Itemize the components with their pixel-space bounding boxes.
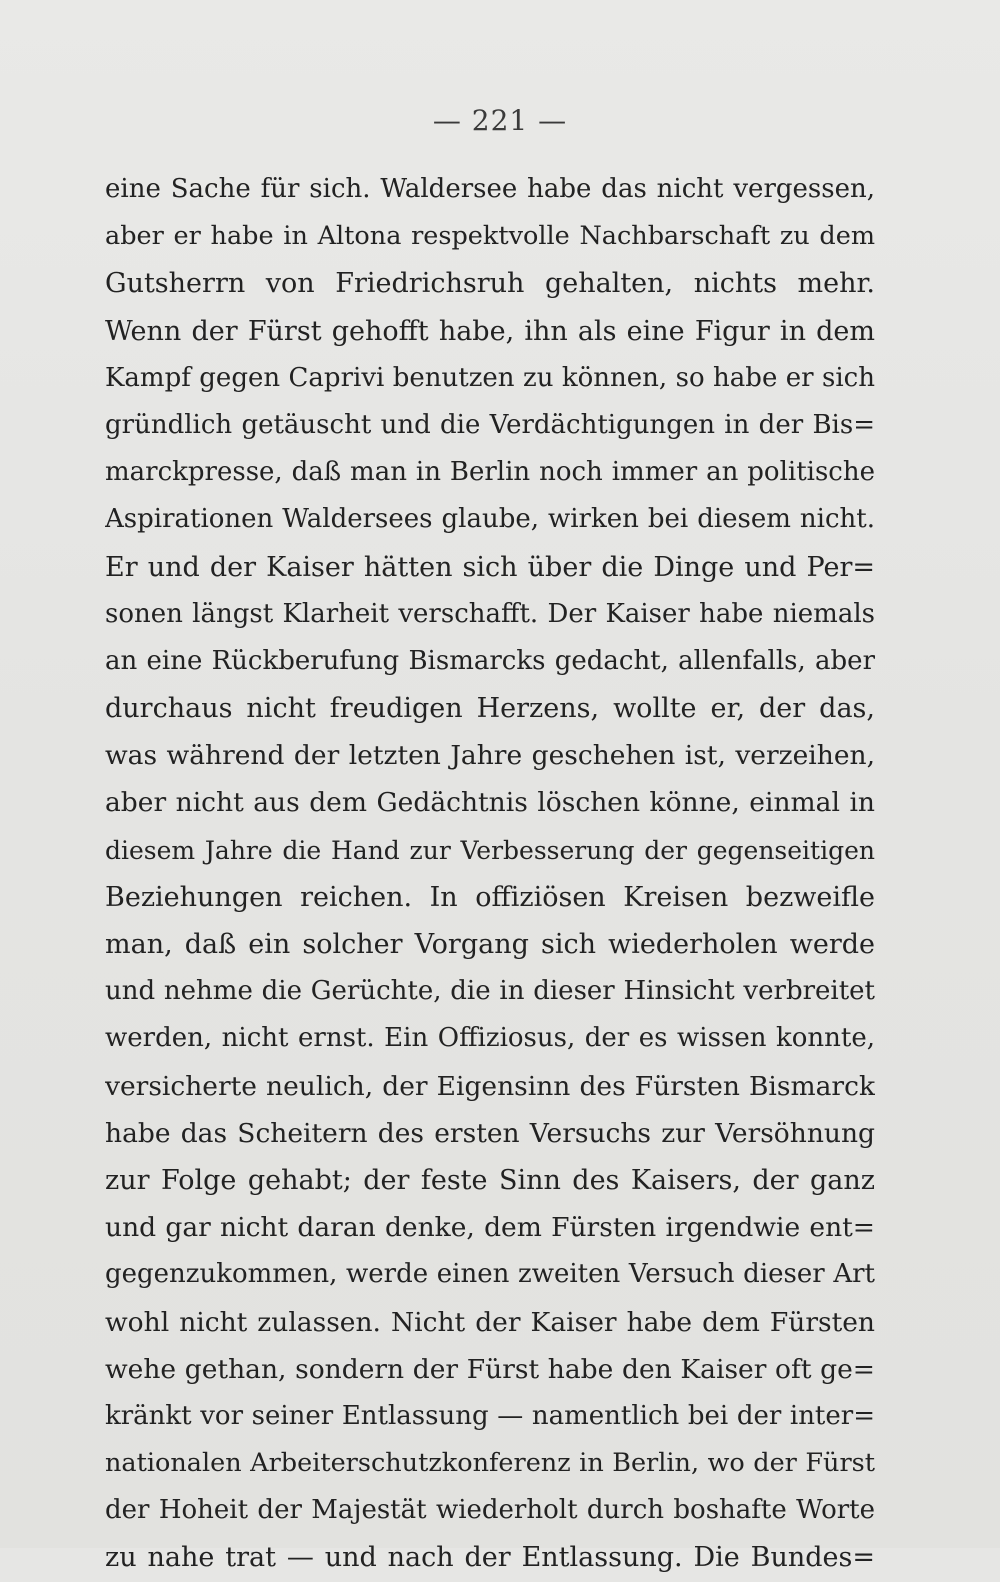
text-line: kränkt vor seiner Entlassung — namentlich bei der inter=	[105, 1400, 875, 1431]
text-line: zur Folge gehabt; der feste Sinn des Kaisers, der ganz	[105, 1164, 875, 1196]
text-line: Er und der Kaiser hätten sich über die Dinge und Per=	[105, 551, 875, 583]
text-line: sonen längst Klarheit verschafft. Der Kaiser habe niemals	[105, 598, 875, 629]
text-line: Kampf gegen Caprivi benutzen zu können, so habe er sich	[105, 362, 875, 393]
text-line: man, daß ein solcher Vorgang sich wiederholen werde	[105, 929, 875, 960]
text-line: aber nicht aus dem Gedächtnis löschen könne, einmal in	[105, 787, 875, 819]
text-line: wohl nicht zulassen. Nicht der Kaiser habe dem Fürsten	[105, 1306, 875, 1338]
text-line: und nehme die Gerüchte, die in dieser Hinsicht verbreitet	[105, 976, 875, 1007]
text-line: werden, nicht ernst. Ein Offiziosus, der es wissen konnte,	[105, 1023, 875, 1054]
text-line: und gar nicht daran denke, dem Fürsten irgendwie ent=	[105, 1212, 875, 1244]
page-number: — 221 —	[432, 104, 568, 137]
text-line: an eine Rückberufung Bismarcks gedacht, allenfalls, aber	[105, 645, 875, 676]
text-line: Wenn der Fürst gehofft habe, ihn als eine Figur in dem	[105, 315, 875, 347]
text-line: was während der letzten Jahre geschehen ist, verzeihen,	[105, 740, 875, 772]
text-line: versicherte neulich, der Eigensinn des Fürsten Bismarck	[105, 1070, 875, 1102]
text-line: gegenzukommen, werde einen zweiten Versuch dieser Art	[105, 1259, 875, 1290]
text-line: Beziehungen reichen. In offiziösen Kreisen bezweifle	[105, 881, 875, 913]
text-line: diesem Jahre die Hand zur Verbesserung der gegenseitigen	[105, 835, 875, 865]
text-line: Aspirationen Waldersees glaube, wirken bei diesem nicht.	[105, 504, 875, 535]
text-line: habe das Scheitern des ersten Versuchs zur Versöhnung	[105, 1117, 875, 1149]
text-line: marckpresse, daß man in Berlin noch immer an politische	[105, 457, 875, 488]
text-line: zu nahe trat — und nach der Entlassung. Die Bundes=	[105, 1542, 875, 1574]
body-text	[105, 166, 875, 1582]
text-line: durchaus nicht freudigen Herzens, wollte er, der das,	[105, 693, 875, 725]
text-line: Gutsherrn von Friedrichsruh gehalten, nichts mehr.	[105, 268, 875, 300]
text-line: nationalen Arbeiterschutzkonferenz in Berlin, wo der Fürst	[105, 1448, 875, 1479]
text-line: eine Sache für sich. Waldersee habe das nicht vergessen,	[105, 174, 875, 204]
text-line: aber er habe in Altona respektvolle Nachbarschaft zu dem	[105, 221, 875, 252]
text-line: wehe gethan, sondern der Fürst habe den Kaiser oft ge=	[105, 1353, 875, 1385]
text-line: der Hoheit der Majestät wiederholt durch boshafte Worte	[105, 1495, 875, 1526]
text-line: gründlich getäuscht und die Verdächtigungen in der Bis=	[105, 409, 875, 440]
